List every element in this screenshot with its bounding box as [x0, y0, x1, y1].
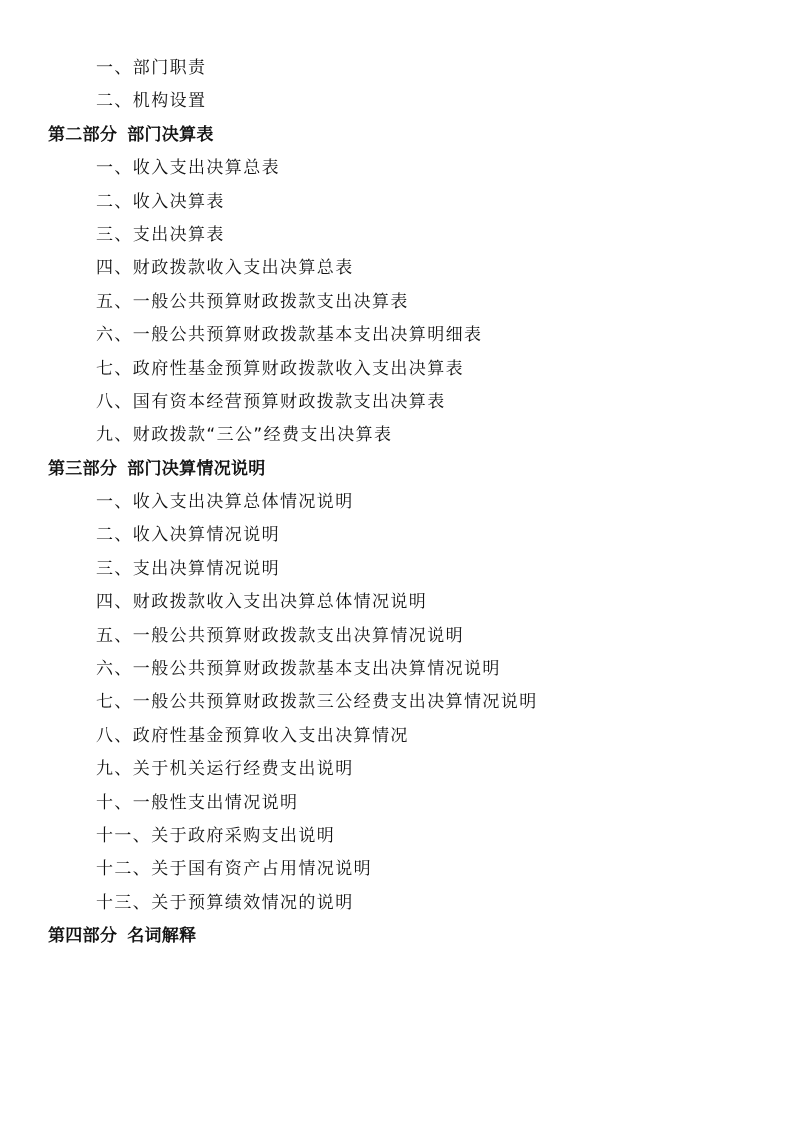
toc-item[interactable]: 八、政府性基金预算收入支出决算情况: [96, 725, 409, 746]
section-title: 名词解释: [127, 926, 197, 947]
toc-item[interactable]: 六、一般公共预算财政拨款基本支出决算情况说明: [96, 659, 501, 680]
toc-item[interactable]: 二、收入决算表: [96, 191, 225, 212]
toc-item[interactable]: 一、收入支出决算总表: [96, 158, 280, 179]
section-title: 部门决算表: [127, 124, 214, 145]
toc-item[interactable]: 八、国有资本经营预算财政拨款支出决算表: [96, 391, 446, 412]
toc-item[interactable]: 三、支出决算情况说明: [96, 558, 280, 579]
table-of-contents: [0, 52, 793, 954]
section-part-number: 第二部分: [48, 124, 118, 145]
toc-item[interactable]: 一、收入支出决算总体情况说明: [96, 492, 354, 513]
toc-item[interactable]: 十二、关于国有资产占用情况说明: [96, 859, 372, 880]
toc-section-heading[interactable]: [0, 119, 793, 152]
toc-item[interactable]: 五、一般公共预算财政拨款支出决算表: [96, 291, 409, 312]
toc-item[interactable]: 七、政府性基金预算财政拨款收入支出决算表: [96, 358, 464, 379]
section-part-number: 第三部分: [48, 458, 118, 479]
section-title: 部门决算情况说明: [127, 458, 266, 479]
toc-item[interactable]: 七、一般公共预算财政拨款三公经费支出决算情况说明: [96, 692, 538, 713]
section-part-number: 第四部分: [48, 926, 118, 947]
toc-section-heading[interactable]: [0, 920, 793, 953]
toc-item[interactable]: 九、财政拨款“三公”经费支出决算表: [96, 425, 393, 446]
toc-item[interactable]: 二、机构设置: [96, 91, 207, 112]
toc-item[interactable]: 四、财政拨款收入支出决算总表: [96, 258, 354, 279]
toc-item[interactable]: 十、一般性支出情况说明: [96, 792, 299, 813]
toc-item[interactable]: 十三、关于预算绩效情况的说明: [96, 892, 354, 913]
toc-item[interactable]: 二、收入决算情况说明: [96, 525, 280, 546]
toc-section-heading[interactable]: [0, 453, 793, 486]
toc-item[interactable]: 五、一般公共预算财政拨款支出决算情况说明: [96, 625, 464, 646]
toc-item[interactable]: 一、部门职责: [96, 58, 207, 78]
toc-item[interactable]: 十一、关于政府采购支出说明: [96, 825, 336, 846]
toc-item[interactable]: 三、支出决算表: [96, 224, 225, 245]
toc-item[interactable]: 六、一般公共预算财政拨款基本支出决算明细表: [96, 325, 483, 346]
toc-item[interactable]: 九、关于机关运行经费支出说明: [96, 759, 354, 780]
toc-item[interactable]: 四、财政拨款收入支出决算总体情况说明: [96, 592, 428, 613]
